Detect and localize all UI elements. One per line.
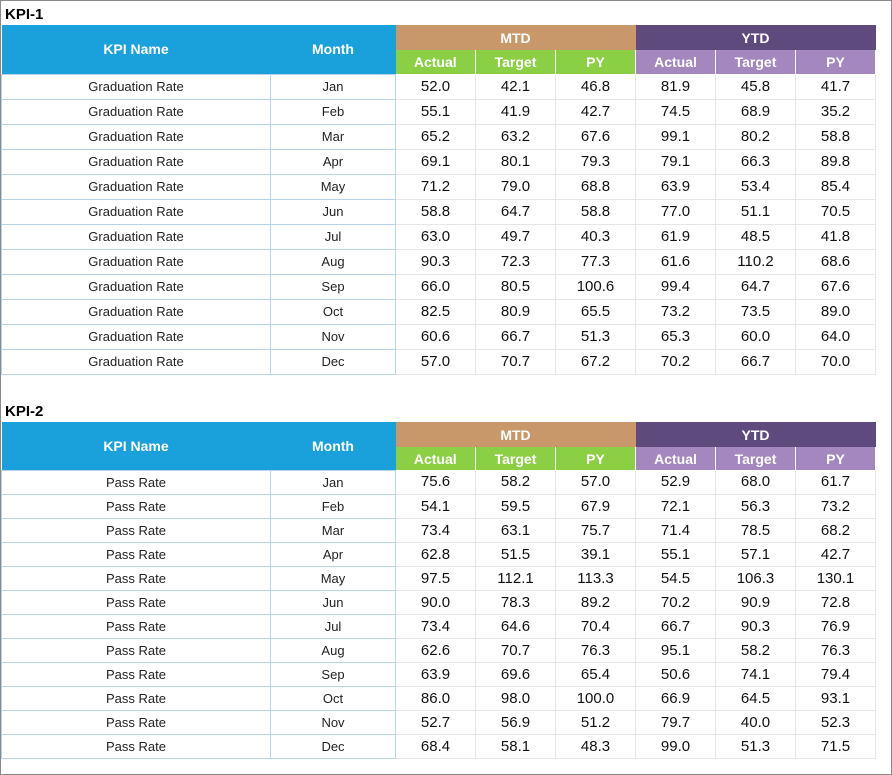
kpi-name-cell[interactable]: Pass Rate <box>2 494 271 518</box>
mtd-actual-cell[interactable]: 68.4 <box>396 734 476 758</box>
ytd-py-cell[interactable]: 76.3 <box>796 638 876 662</box>
ytd-actual-cell[interactable]: 66.7 <box>636 614 716 638</box>
month-cell[interactable]: Oct <box>271 686 396 710</box>
ytd-py-cell[interactable]: 89.8 <box>796 149 876 174</box>
table-row <box>2 734 876 758</box>
ytd-py-cell[interactable]: 93.1 <box>796 686 876 710</box>
mtd-target-cell[interactable]: 41.9 <box>476 99 556 124</box>
kpi-name-cell[interactable]: Graduation Rate <box>2 224 271 249</box>
mtd-py-cell[interactable]: 76.3 <box>556 638 636 662</box>
mtd-header: MTD <box>396 422 636 447</box>
table-row <box>2 614 876 638</box>
ytd-target-cell[interactable]: 51.1 <box>716 199 796 224</box>
ytd-target-cell[interactable]: 106.3 <box>716 566 796 590</box>
ytd-actual-cell[interactable]: 54.5 <box>636 566 716 590</box>
mtd-py-cell[interactable]: 39.1 <box>556 542 636 566</box>
mtd-py-cell[interactable]: 100.6 <box>556 274 636 299</box>
ytd-target-cell[interactable]: 48.5 <box>716 224 796 249</box>
ytd-target-cell[interactable]: 40.0 <box>716 710 796 734</box>
ytd-target-cell[interactable]: 73.5 <box>716 299 796 324</box>
ytd-target-cell[interactable]: 60.0 <box>716 324 796 349</box>
ytd-py-cell[interactable]: 72.8 <box>796 590 876 614</box>
mtd-target-cell[interactable]: 80.1 <box>476 149 556 174</box>
mtd-actual-cell[interactable]: 54.1 <box>396 494 476 518</box>
ytd-actual-cell[interactable]: 95.1 <box>636 638 716 662</box>
month-cell[interactable]: Mar <box>271 518 396 542</box>
table-row <box>2 199 876 224</box>
ytd-py-header: PY <box>796 50 876 74</box>
ytd-actual-cell[interactable]: 72.1 <box>636 494 716 518</box>
mtd-py-cell[interactable]: 40.3 <box>556 224 636 249</box>
mtd-py-cell[interactable]: 65.5 <box>556 299 636 324</box>
mtd-actual-cell[interactable]: 97.5 <box>396 566 476 590</box>
mtd-py-cell[interactable]: 100.0 <box>556 686 636 710</box>
mtd-actual-cell[interactable]: 90.0 <box>396 590 476 614</box>
mtd-target-cell[interactable]: 51.5 <box>476 542 556 566</box>
ytd-actual-cell[interactable]: 70.2 <box>636 590 716 614</box>
mtd-target-cell[interactable]: 58.1 <box>476 734 556 758</box>
mtd-target-cell[interactable]: 66.7 <box>476 324 556 349</box>
mtd-py-header: PY <box>556 447 636 470</box>
ytd-py-header: PY <box>796 447 876 470</box>
kpi-name-cell[interactable]: Graduation Rate <box>2 349 271 374</box>
table-row <box>2 542 876 566</box>
month-cell[interactable]: Aug <box>271 249 396 274</box>
mtd-actual-cell[interactable]: 58.8 <box>396 199 476 224</box>
kpi-name-cell[interactable]: Pass Rate <box>2 566 271 590</box>
table-row <box>2 638 876 662</box>
month-cell[interactable]: Jan <box>271 74 396 99</box>
mtd-target-cell[interactable]: 112.1 <box>476 566 556 590</box>
mtd-target-cell[interactable]: 63.2 <box>476 124 556 149</box>
ytd-target-cell[interactable]: 90.9 <box>716 590 796 614</box>
mtd-actual-cell[interactable]: 62.6 <box>396 638 476 662</box>
mtd-target-cell[interactable]: 98.0 <box>476 686 556 710</box>
month-cell[interactable]: Feb <box>271 99 396 124</box>
mtd-target-cell[interactable]: 58.2 <box>476 470 556 494</box>
ytd-py-cell[interactable]: 79.4 <box>796 662 876 686</box>
mtd-actual-header: Actual <box>396 447 476 470</box>
kpi1-title: KPI-1 <box>5 6 44 23</box>
month-cell[interactable]: Sep <box>271 274 396 299</box>
kpi-name-cell[interactable]: Pass Rate <box>2 710 271 734</box>
ytd-py-cell[interactable]: 70.0 <box>796 349 876 374</box>
ytd-target-cell[interactable]: 64.5 <box>716 686 796 710</box>
month-cell[interactable]: Jul <box>271 614 396 638</box>
mtd-actual-header: Actual <box>396 50 476 74</box>
kpi-name-header: KPI Name <box>2 422 271 470</box>
ytd-target-cell[interactable]: 110.2 <box>716 249 796 274</box>
mtd-target-cell[interactable]: 56.9 <box>476 710 556 734</box>
kpi-name-cell[interactable]: Graduation Rate <box>2 324 271 349</box>
ytd-target-cell[interactable]: 66.7 <box>716 349 796 374</box>
table-row <box>2 174 876 199</box>
ytd-header: YTD <box>636 422 876 447</box>
ytd-py-cell[interactable]: 41.8 <box>796 224 876 249</box>
mtd-py-cell[interactable]: 113.3 <box>556 566 636 590</box>
ytd-py-cell[interactable]: 41.7 <box>796 74 876 99</box>
ytd-actual-cell[interactable]: 63.9 <box>636 174 716 199</box>
table-row <box>2 662 876 686</box>
ytd-target-cell[interactable]: 53.4 <box>716 174 796 199</box>
ytd-target-cell[interactable]: 68.0 <box>716 470 796 494</box>
ytd-py-cell[interactable]: 71.5 <box>796 734 876 758</box>
ytd-actual-cell[interactable]: 50.6 <box>636 662 716 686</box>
mtd-actual-cell[interactable]: 86.0 <box>396 686 476 710</box>
mtd-py-cell[interactable]: 48.3 <box>556 734 636 758</box>
table-row <box>2 299 876 324</box>
kpi2-title: KPI-2 <box>5 403 44 420</box>
mtd-actual-cell[interactable]: 71.2 <box>396 174 476 199</box>
ytd-target-cell[interactable]: 74.1 <box>716 662 796 686</box>
table-row <box>2 224 876 249</box>
ytd-actual-cell[interactable]: 61.6 <box>636 249 716 274</box>
table-row <box>2 99 876 124</box>
table-row <box>2 349 876 374</box>
month-cell[interactable]: Dec <box>271 734 396 758</box>
kpi-name-cell[interactable]: Graduation Rate <box>2 199 271 224</box>
mtd-py-cell[interactable]: 67.6 <box>556 124 636 149</box>
ytd-actual-cell[interactable]: 70.2 <box>636 349 716 374</box>
kpi-name-cell[interactable]: Graduation Rate <box>2 149 271 174</box>
mtd-py-cell[interactable]: 51.3 <box>556 324 636 349</box>
mtd-py-cell[interactable]: 68.8 <box>556 174 636 199</box>
mtd-target-cell[interactable]: 70.7 <box>476 638 556 662</box>
kpi-name-cell[interactable]: Graduation Rate <box>2 174 271 199</box>
ytd-target-cell[interactable]: 45.8 <box>716 74 796 99</box>
mtd-actual-cell[interactable]: 90.3 <box>396 249 476 274</box>
ytd-target-cell[interactable]: 78.5 <box>716 518 796 542</box>
mtd-py-cell[interactable]: 51.2 <box>556 710 636 734</box>
mtd-target-cell[interactable]: 59.5 <box>476 494 556 518</box>
mtd-py-cell[interactable]: 46.8 <box>556 74 636 99</box>
ytd-py-cell[interactable]: 64.0 <box>796 324 876 349</box>
mtd-target-cell[interactable]: 80.9 <box>476 299 556 324</box>
mtd-py-cell[interactable]: 67.9 <box>556 494 636 518</box>
mtd-py-cell[interactable]: 58.8 <box>556 199 636 224</box>
table-row <box>2 249 876 274</box>
mtd-target-cell[interactable]: 69.6 <box>476 662 556 686</box>
mtd-header: MTD <box>396 25 636 50</box>
mtd-py-cell[interactable]: 67.2 <box>556 349 636 374</box>
mtd-actual-cell[interactable]: 55.1 <box>396 99 476 124</box>
ytd-actual-cell[interactable]: 99.4 <box>636 274 716 299</box>
kpi-name-cell[interactable]: Pass Rate <box>2 470 271 494</box>
mtd-actual-cell[interactable]: 66.0 <box>396 274 476 299</box>
ytd-actual-cell[interactable]: 55.1 <box>636 542 716 566</box>
month-cell[interactable]: Nov <box>271 324 396 349</box>
mtd-target-cell[interactable]: 72.3 <box>476 249 556 274</box>
mtd-py-header: PY <box>556 50 636 74</box>
table-row <box>2 124 876 149</box>
kpi1-table <box>1 25 876 375</box>
ytd-py-cell[interactable]: 58.8 <box>796 124 876 149</box>
ytd-py-cell[interactable]: 70.5 <box>796 199 876 224</box>
kpi-name-cell[interactable]: Graduation Rate <box>2 274 271 299</box>
table-row <box>2 74 876 99</box>
ytd-actual-cell[interactable]: 99.1 <box>636 124 716 149</box>
ytd-actual-cell[interactable]: 77.0 <box>636 199 716 224</box>
ytd-target-cell[interactable]: 64.7 <box>716 274 796 299</box>
mtd-actual-cell[interactable]: 73.4 <box>396 614 476 638</box>
mtd-target-header: Target <box>476 50 556 74</box>
month-header: Month <box>271 422 396 470</box>
table-row <box>2 566 876 590</box>
mtd-target-cell[interactable]: 79.0 <box>476 174 556 199</box>
kpi-name-cell[interactable]: Pass Rate <box>2 686 271 710</box>
mtd-actual-cell[interactable]: 75.6 <box>396 470 476 494</box>
mtd-py-cell[interactable]: 75.7 <box>556 518 636 542</box>
ytd-actual-header: Actual <box>636 447 716 470</box>
kpi-name-cell[interactable]: Graduation Rate <box>2 99 271 124</box>
mtd-actual-cell[interactable]: 60.6 <box>396 324 476 349</box>
mtd-py-cell[interactable]: 77.3 <box>556 249 636 274</box>
mtd-py-cell[interactable]: 42.7 <box>556 99 636 124</box>
kpi-name-cell[interactable]: Pass Rate <box>2 518 271 542</box>
ytd-py-cell[interactable]: 42.7 <box>796 542 876 566</box>
table-row <box>2 518 876 542</box>
mtd-actual-cell[interactable]: 57.0 <box>396 349 476 374</box>
ytd-py-cell[interactable]: 35.2 <box>796 99 876 124</box>
mtd-target-cell[interactable]: 64.7 <box>476 199 556 224</box>
ytd-target-cell[interactable]: 56.3 <box>716 494 796 518</box>
mtd-actual-cell[interactable]: 82.5 <box>396 299 476 324</box>
kpi-name-cell[interactable]: Graduation Rate <box>2 124 271 149</box>
ytd-py-cell[interactable]: 73.2 <box>796 494 876 518</box>
mtd-actual-cell[interactable]: 69.1 <box>396 149 476 174</box>
mtd-py-cell[interactable]: 79.3 <box>556 149 636 174</box>
month-cell[interactable]: Jun <box>271 590 396 614</box>
ytd-target-cell[interactable]: 90.3 <box>716 614 796 638</box>
mtd-target-cell[interactable]: 63.1 <box>476 518 556 542</box>
mtd-actual-cell[interactable]: 62.8 <box>396 542 476 566</box>
ytd-actual-cell[interactable]: 52.9 <box>636 470 716 494</box>
kpi-name-cell[interactable]: Pass Rate <box>2 590 271 614</box>
month-cell[interactable]: May <box>271 174 396 199</box>
ytd-target-cell[interactable]: 66.3 <box>716 149 796 174</box>
mtd-target-header: Target <box>476 447 556 470</box>
ytd-actual-cell[interactable]: 74.5 <box>636 99 716 124</box>
month-cell[interactable]: Nov <box>271 710 396 734</box>
kpi-name-cell[interactable]: Graduation Rate <box>2 299 271 324</box>
mtd-target-cell[interactable]: 64.6 <box>476 614 556 638</box>
ytd-actual-cell[interactable]: 79.7 <box>636 710 716 734</box>
month-cell[interactable]: Apr <box>271 542 396 566</box>
kpi-name-cell[interactable]: Pass Rate <box>2 542 271 566</box>
mtd-target-cell[interactable]: 78.3 <box>476 590 556 614</box>
kpi-name-cell[interactable]: Pass Rate <box>2 614 271 638</box>
ytd-py-cell[interactable]: 61.7 <box>796 470 876 494</box>
month-cell[interactable]: Dec <box>271 349 396 374</box>
kpi-name-cell[interactable]: Pass Rate <box>2 662 271 686</box>
ytd-header: YTD <box>636 25 876 50</box>
table-row <box>2 494 876 518</box>
kpi2-table <box>1 422 876 759</box>
table-row <box>2 470 876 494</box>
mtd-actual-cell[interactable]: 63.9 <box>396 662 476 686</box>
table-row <box>2 710 876 734</box>
ytd-py-cell[interactable]: 130.1 <box>796 566 876 590</box>
ytd-actual-cell[interactable]: 61.9 <box>636 224 716 249</box>
month-cell[interactable]: May <box>271 566 396 590</box>
kpi-name-header: KPI Name <box>2 25 271 74</box>
mtd-actual-cell[interactable]: 63.0 <box>396 224 476 249</box>
month-cell[interactable]: Apr <box>271 149 396 174</box>
mtd-target-cell[interactable]: 70.7 <box>476 349 556 374</box>
kpi-name-cell[interactable]: Pass Rate <box>2 638 271 662</box>
ytd-actual-header: Actual <box>636 50 716 74</box>
table-row <box>2 686 876 710</box>
mtd-py-cell[interactable]: 57.0 <box>556 470 636 494</box>
ytd-target-cell[interactable]: 58.2 <box>716 638 796 662</box>
ytd-target-cell[interactable]: 51.3 <box>716 734 796 758</box>
table-row <box>2 590 876 614</box>
ytd-py-cell[interactable]: 52.3 <box>796 710 876 734</box>
ytd-actual-cell[interactable]: 71.4 <box>636 518 716 542</box>
ytd-py-cell[interactable]: 89.0 <box>796 299 876 324</box>
ytd-py-cell[interactable]: 76.9 <box>796 614 876 638</box>
mtd-py-cell[interactable]: 89.2 <box>556 590 636 614</box>
ytd-actual-cell[interactable]: 81.9 <box>636 74 716 99</box>
kpi-name-cell[interactable]: Pass Rate <box>2 734 271 758</box>
ytd-actual-cell[interactable]: 99.0 <box>636 734 716 758</box>
mtd-actual-cell[interactable]: 73.4 <box>396 518 476 542</box>
mtd-actual-cell[interactable]: 65.2 <box>396 124 476 149</box>
mtd-target-cell[interactable]: 49.7 <box>476 224 556 249</box>
month-cell[interactable]: Feb <box>271 494 396 518</box>
ytd-py-cell[interactable]: 85.4 <box>796 174 876 199</box>
month-cell[interactable]: Jan <box>271 470 396 494</box>
month-cell[interactable]: Sep <box>271 662 396 686</box>
month-cell[interactable]: Mar <box>271 124 396 149</box>
mtd-actual-cell[interactable]: 52.7 <box>396 710 476 734</box>
month-cell[interactable]: Jul <box>271 224 396 249</box>
ytd-actual-cell[interactable]: 73.2 <box>636 299 716 324</box>
ytd-py-cell[interactable]: 67.6 <box>796 274 876 299</box>
kpi-name-cell[interactable]: Graduation Rate <box>2 249 271 274</box>
ytd-py-cell[interactable]: 68.6 <box>796 249 876 274</box>
mtd-actual-cell[interactable]: 52.0 <box>396 74 476 99</box>
mtd-py-cell[interactable]: 65.4 <box>556 662 636 686</box>
table-row <box>2 324 876 349</box>
mtd-target-cell[interactable]: 42.1 <box>476 74 556 99</box>
ytd-target-cell[interactable]: 57.1 <box>716 542 796 566</box>
ytd-target-header: Target <box>716 447 796 470</box>
ytd-actual-cell[interactable]: 79.1 <box>636 149 716 174</box>
mtd-target-cell[interactable]: 80.5 <box>476 274 556 299</box>
table-row <box>2 274 876 299</box>
table-row <box>2 149 876 174</box>
kpi-name-cell[interactable]: Graduation Rate <box>2 74 271 99</box>
ytd-actual-cell[interactable]: 65.3 <box>636 324 716 349</box>
month-cell[interactable]: Aug <box>271 638 396 662</box>
month-cell[interactable]: Oct <box>271 299 396 324</box>
mtd-py-cell[interactable]: 70.4 <box>556 614 636 638</box>
month-cell[interactable]: Jun <box>271 199 396 224</box>
ytd-actual-cell[interactable]: 66.9 <box>636 686 716 710</box>
ytd-target-cell[interactable]: 68.9 <box>716 99 796 124</box>
ytd-py-cell[interactable]: 68.2 <box>796 518 876 542</box>
ytd-target-header: Target <box>716 50 796 74</box>
month-header: Month <box>271 25 396 74</box>
ytd-target-cell[interactable]: 80.2 <box>716 124 796 149</box>
